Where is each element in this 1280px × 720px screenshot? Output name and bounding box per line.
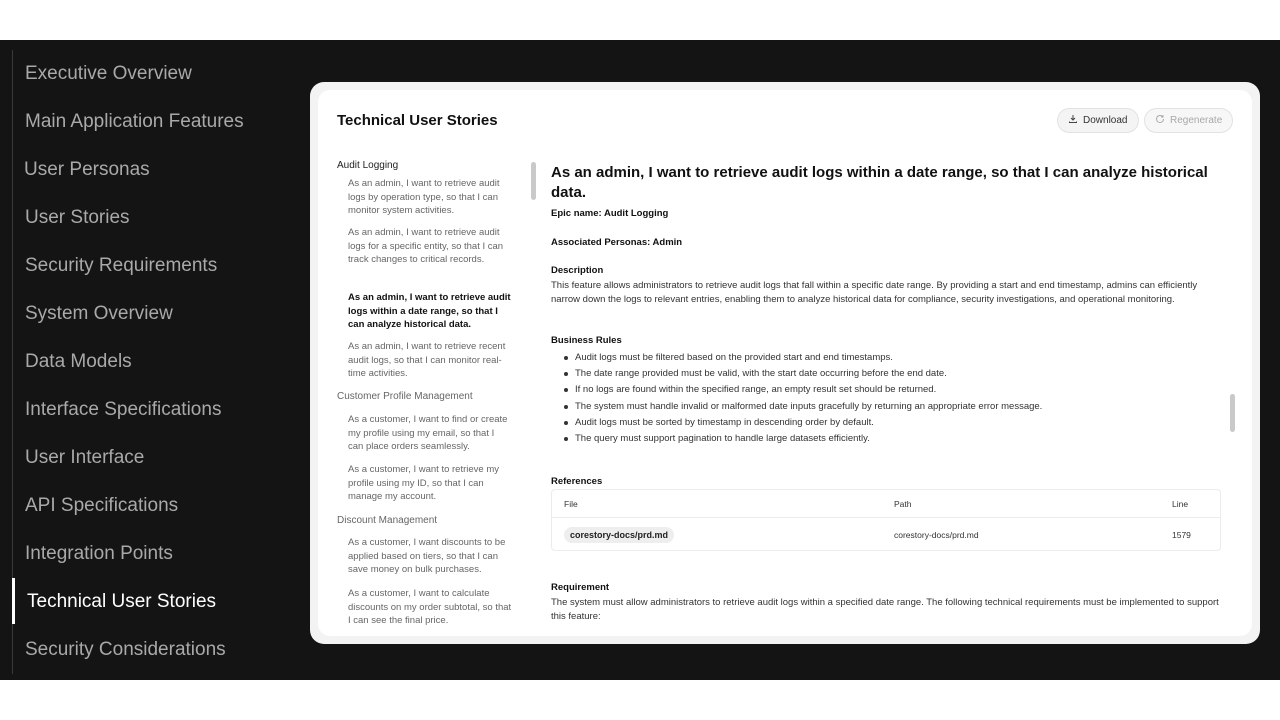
regenerate-button[interactable] <box>1144 108 1233 133</box>
associated-personas: Associated Personas: Admin <box>551 237 683 248</box>
sidebar-item-technical-user-stories[interactable]: Technical User Stories <box>27 591 217 612</box>
sidebar-item-main-application-features[interactable]: Main Application Features <box>25 111 244 132</box>
download-icon <box>1068 114 1078 127</box>
download-button[interactable] <box>1057 108 1139 133</box>
story-item[interactable]: As a customer, I want to calculate discounts on my order subtotal, so that I can see the final price. <box>348 588 512 627</box>
sidebar-item-security-considerations[interactable]: Security Considerations <box>25 639 226 660</box>
sidebar-item-interface-specifications[interactable]: Interface Specifications <box>25 399 222 420</box>
requirement-text: The system must allow administrators to retrieve audit logs within a specified date range. The following technical requirements must be implemented to support this feature: <box>551 597 1219 622</box>
story-item[interactable]: As an admin, I want to retrieve audit logs by operation type, so that I can monitor system activities. <box>348 178 500 217</box>
panel-title: Technical User Stories <box>337 112 498 129</box>
story-detail <box>551 158 1223 634</box>
story-item[interactable]: As an admin, I want to retrieve audit logs for a specific entity, so that I can track changes to critical records. <box>348 227 504 266</box>
description-heading: Description <box>551 265 604 276</box>
nav-active-indicator <box>12 578 15 624</box>
business-rules-list <box>575 350 1215 447</box>
business-rules-heading: Business Rules <box>551 335 622 346</box>
group-label-audit-logging: Audit Logging <box>337 160 399 171</box>
reference-line: 1579 <box>1172 530 1191 540</box>
group-label-customer-profile-management: Customer Profile Management <box>337 391 473 402</box>
story-list <box>337 158 517 634</box>
sidebar-item-user-personas[interactable]: User Personas <box>24 159 150 180</box>
sidebar-item-security-requirements[interactable]: Security Requirements <box>25 255 218 276</box>
business-rule: The query must support pagination to handle large datasets efficiently. <box>575 431 1215 447</box>
refresh-icon <box>1155 114 1165 127</box>
column-header-file: File <box>564 499 578 509</box>
story-item-selected[interactable]: As an admin, I want to retrieve audit logs within a date range, so that I can analyze historical data. <box>348 292 511 331</box>
content-panel-frame <box>310 82 1260 644</box>
detail-scroll-thumb[interactable] <box>1230 394 1235 432</box>
business-rule: If no logs are found within the specified range, an empty result set should be returned. <box>575 382 1215 398</box>
epic-name: Epic name: Audit Logging <box>551 208 669 219</box>
column-header-line: Line <box>1172 499 1189 509</box>
regenerate-label: Regenerate <box>1170 115 1223 126</box>
sidebar-item-api-specifications[interactable]: API Specifications <box>25 495 179 516</box>
business-rule: Audit logs must be sorted by timestamp in descending order by default. <box>575 415 1215 431</box>
sidebar-item-integration-points[interactable]: Integration Points <box>25 543 173 564</box>
sidebar-item-data-models[interactable]: Data Models <box>25 351 132 372</box>
detail-scrollbar[interactable] <box>1230 158 1236 634</box>
references-table-header <box>552 490 1220 518</box>
reference-path: corestory-docs/prd.md <box>894 530 979 540</box>
story-item[interactable]: As a customer, I want to retrieve my profile using my ID, so that I can manage my account. <box>348 464 499 503</box>
story-list-scroll-thumb[interactable] <box>531 162 536 200</box>
business-rule: The date range provided must be valid, with the start date occurring before the end date. <box>575 366 1215 382</box>
app-stage <box>0 40 1280 680</box>
sidebar-nav <box>0 40 300 680</box>
sidebar-item-system-overview[interactable]: System Overview <box>25 303 173 324</box>
column-header-path: Path <box>894 499 912 509</box>
business-rule: The system must handle invalid or malformed date inputs gracefully by returning an appropriate error message. <box>575 399 1215 415</box>
story-title: As an admin, I want to retrieve audit logs within a date range, so that I can analyze historical data. <box>551 164 1208 201</box>
group-label-discount-management: Discount Management <box>337 515 438 526</box>
reference-file-chip[interactable]: corestory-docs/prd.md <box>564 527 674 543</box>
content-panel <box>318 90 1252 636</box>
story-item[interactable]: As a customer, I want to find or create my profile using my email, so that I can place orders seamlessly. <box>348 414 508 453</box>
story-list-scrollbar[interactable] <box>531 158 537 634</box>
references-heading: References <box>551 476 603 487</box>
description-text: This feature allows administrators to retrieve audit logs that fall within a specific date range. By providing a start and end timestamp, admins can efficiently narrow down the logs to relevant entries, enabling them to analyze historical data for compliance, security investigations, and operational monitoring. <box>551 280 1198 305</box>
references-table <box>551 489 1221 551</box>
story-item[interactable]: As an admin, I want to retrieve recent audit logs, so that I can monitor real-time activities. <box>348 341 506 380</box>
sidebar-item-user-stories[interactable]: User Stories <box>25 207 130 228</box>
business-rule: Audit logs must be filtered based on the provided start and end timestamps. <box>575 350 1215 366</box>
sidebar-item-user-interface[interactable]: User Interface <box>25 447 145 468</box>
sidebar-item-executive-overview[interactable]: Executive Overview <box>25 63 192 84</box>
story-item[interactable]: As a customer, I want discounts to be applied based on tiers, so that I can save money on bulk purchases. <box>348 537 506 576</box>
requirement-heading: Requirement <box>551 582 610 593</box>
download-label: Download <box>1083 115 1128 126</box>
